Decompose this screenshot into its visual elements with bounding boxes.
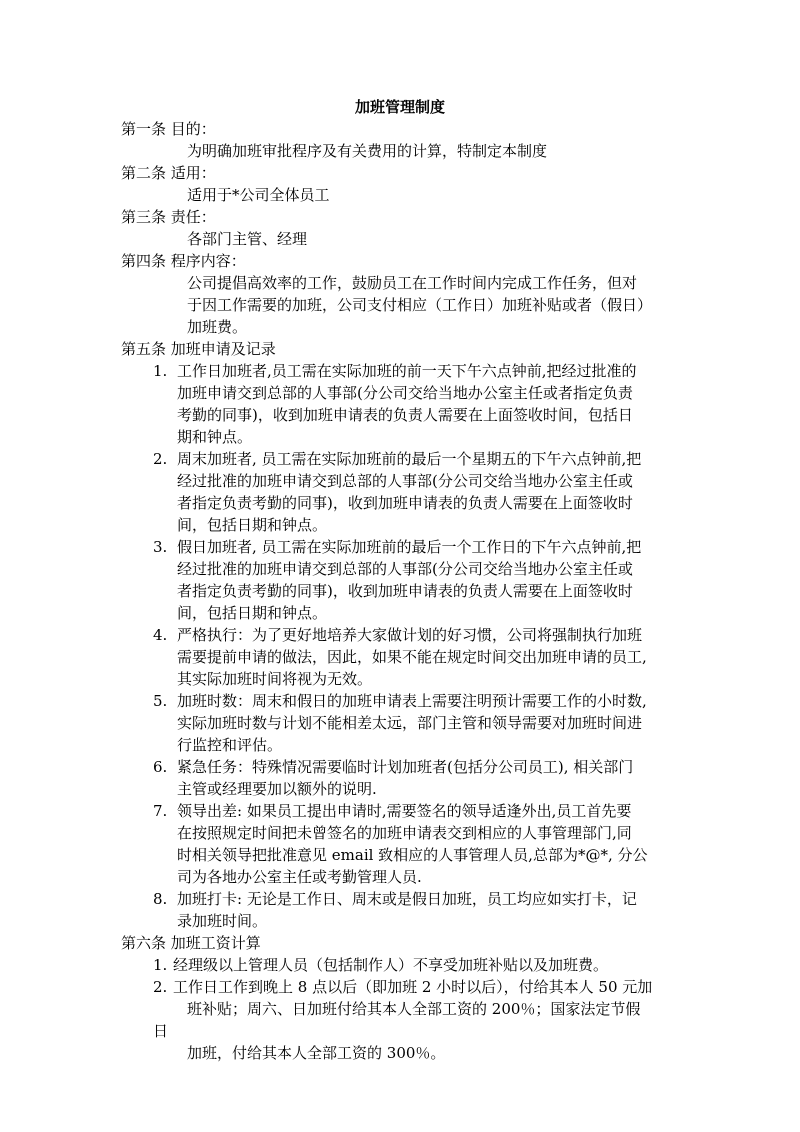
- item-1-line: 工作日加班者,员工需在实际加班的前一天下午六点钟前,把经过批准的: [177, 362, 637, 380]
- item-8-line: 加班打卡: 无论是工作日、周末或是假日加班，员工均应如实打卡，记: [177, 890, 637, 908]
- section-1-text: 为明确加班审批程序及有关费用的计算，特制定本制度: [187, 142, 548, 160]
- item-4-number: 4.: [153, 626, 168, 644]
- item-7-number: 7.: [153, 802, 168, 820]
- section-3-text: 各部门主管、经理: [187, 230, 308, 248]
- wage-item-2-line: 班补贴；周六、日加班付给其本人全部工资的 200％；国家法定节假: [187, 1000, 641, 1018]
- item-6-number: 6.: [153, 758, 168, 776]
- wage-item-2-number: 2.: [153, 978, 168, 996]
- item-8-line: 录加班时间。: [177, 912, 268, 930]
- item-7-line: 司为各地办公室主任或考勤管理人员.: [177, 868, 422, 886]
- item-3-line: 者指定负责考勤的同事)，收到加班申请表的负责人需要在上面签收时: [177, 582, 633, 600]
- item-3-number: 3.: [153, 538, 168, 556]
- item-1-line: 期和钟点。: [177, 428, 253, 446]
- section-3-label: 第三条 责任：: [121, 208, 216, 226]
- item-1-line: 加班申请交到总部的人事部(分公司交给当地办公室主任或者指定负责: [177, 384, 633, 402]
- section-4-text-line: 公司提倡高效率的工作，鼓励员工在工作时间内完成工作任务，但对: [187, 274, 638, 292]
- wage-item-1-number: 1.: [153, 956, 168, 974]
- item-1-line: 考勤的同事)，收到加班申请表的负责人需要在上面签收时间，包括日: [177, 406, 633, 424]
- wage-item-2-line: 日: [153, 1022, 169, 1040]
- item-5-line: 行监控和评估。: [177, 736, 283, 754]
- item-4-line: 需要提前申请的做法，因此，如果不能在规定时间交出加班申请的员工,: [177, 648, 647, 666]
- section-1-label: 第一条 目的：: [121, 120, 216, 138]
- item-5-line: 实际加班时数与计划不能相差太远，部门主管和领导需要对加班时间进: [177, 714, 643, 732]
- item-4-line: 其实际加班时间将视为无效。: [177, 670, 373, 688]
- wage-item-2-line: 加班，付给其本人全部工资的 300％。: [187, 1044, 446, 1062]
- section-2-text: 适用于*公司全体员工: [187, 186, 330, 204]
- item-7-line: 在按照规定时间把未曾签名的加班申请表交到相应的人事管理部门,同: [177, 824, 632, 842]
- item-2-line: 间，包括日期和钟点。: [177, 516, 328, 534]
- section-2-label: 第二条 适用：: [121, 164, 216, 182]
- item-4-line: 严格执行：为了更好地培养大家做计划的好习惯，公司将强制执行加班: [177, 626, 643, 644]
- item-3-line: 经过批准的加班申请交到总部的人事部(分公司交给当地办公室主任或: [177, 560, 633, 578]
- section-4-text-line: 于因工作需要的加班，公司支付相应（工作日）加班补贴或者（假日）: [187, 296, 653, 314]
- item-3-line: 间，包括日期和钟点。: [177, 604, 328, 622]
- item-5-line: 加班时数：周末和假日的加班申请表上需要注明预计需要工作的小时数,: [177, 692, 647, 710]
- section-5-label: 第五条 加班申请及记录: [121, 340, 276, 358]
- item-6-line: 主管或经理要加以额外的说明.: [177, 780, 377, 798]
- item-7-line: 领导出差: 如果员工提出申请时,需要签名的领导适逢外出,员工首先要: [177, 802, 632, 820]
- section-4-text-line: 加班费。: [187, 318, 248, 336]
- item-2-line: 周末加班者, 员工需在实际加班前的最后一个星期五的下午六点钟前,把: [177, 450, 642, 468]
- document-title: 加班管理制度: [354, 98, 445, 116]
- item-3-line: 假日加班者, 员工需在实际加班前的最后一个工作日的下午六点钟前,把: [177, 538, 642, 556]
- wage-item-1-text: 经理级以上管理人员（包括制作人）不享受加班补贴以及加班费。: [173, 956, 609, 974]
- wage-item-2-line: 工作日工作到晚上 8 点以后（即加班 2 小时以后），付给其本人 50 元加: [173, 978, 653, 996]
- item-2-line: 经过批准的加班申请交到总部的人事部(分公司交给当地办公室主任或: [177, 472, 633, 490]
- item-5-number: 5.: [153, 692, 168, 710]
- item-6-line: 紧急任务：特殊情况需要临时计划加班者(包括分公司员工), 相关部门: [177, 758, 634, 776]
- item-2-line: 者指定负责考勤的同事)，收到加班申请表的负责人需要在上面签收时: [177, 494, 633, 512]
- section-4-label: 第四条 程序内容：: [121, 252, 246, 270]
- section-6-label: 第六条 加班工资计算: [121, 934, 261, 952]
- item-8-number: 8.: [153, 890, 168, 908]
- item-2-number: 2.: [153, 450, 168, 468]
- item-1-number: 1.: [153, 362, 168, 380]
- item-7-line: 时相关领导把批准意见 email 致相应的人事管理人员,总部为*@*, 分公: [177, 846, 648, 864]
